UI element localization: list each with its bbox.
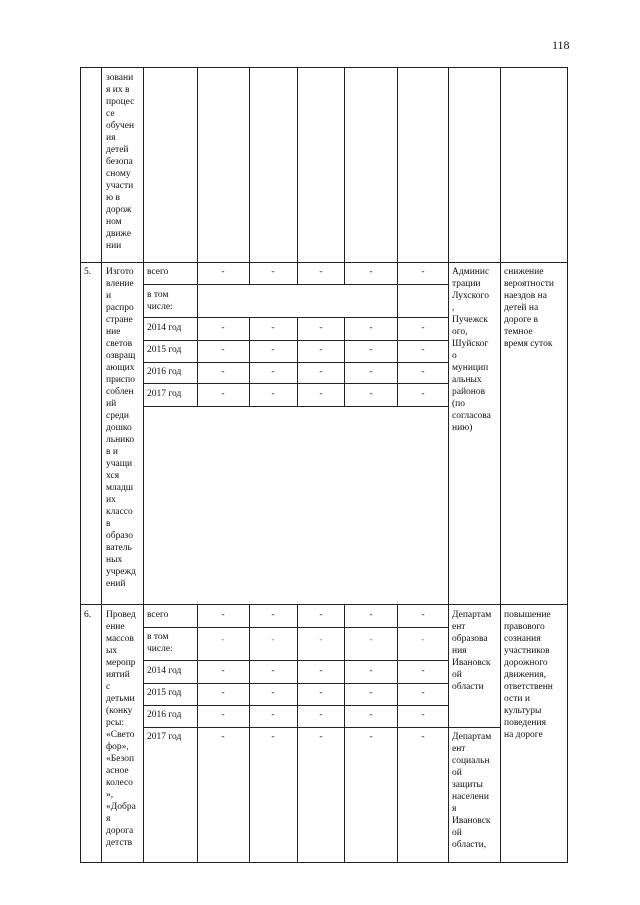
col-line	[101, 67, 102, 862]
row6-result: повышение правового сознания участников дорожного движения, ответственн ости и культуры поведения на дороге	[504, 610, 553, 740]
row6-value-2015: -	[271, 688, 275, 698]
row6-value-2015: -	[221, 688, 225, 698]
row5-year-2016: 2016 год	[147, 367, 182, 377]
row5-value-total: -	[221, 267, 225, 277]
row6-year-2015: 2015 год	[147, 688, 182, 698]
row5-result: снижение вероятности наездов на детей на дороге в темное время суток	[504, 267, 555, 349]
row6-value-including: -	[271, 635, 275, 645]
col-line	[249, 604, 250, 862]
row5-value-2015: -	[369, 345, 373, 355]
row5-value-2014: -	[421, 323, 425, 333]
row6-executor-1: Департам ент образова ния Ивановск ой области	[452, 610, 492, 692]
row6-value-total: -	[271, 610, 275, 620]
row5-value-2016: -	[421, 367, 425, 377]
row6-value-2017: -	[319, 732, 323, 742]
row6-value-2014: -	[369, 666, 373, 676]
row6-value-2016: -	[421, 710, 425, 720]
row0-name-cell: зовани я их в процес се обучен ия детей безопа сному участи ю в дорож ном движе нии	[106, 73, 135, 251]
row6-value-2014: -	[421, 666, 425, 676]
row5-value-2015: -	[221, 345, 225, 355]
row5-name-cell: Изгото вление и распро стране ние светов озвращ ающих приспо соблен ий среди дошко льнико в и учащи хся младш их классо в образо ватель ных учрежд ений	[106, 267, 136, 589]
row5-year-2015: 2015 год	[147, 345, 182, 355]
row5-value-2015: -	[271, 345, 275, 355]
col-line	[397, 262, 398, 406]
row6-year-2017: 2017 год	[147, 732, 182, 742]
subrow-line	[143, 660, 448, 661]
row6-value-2015: -	[319, 688, 323, 698]
table-border-top	[80, 67, 568, 68]
col-line	[397, 604, 398, 862]
row5-value-2015: -	[319, 345, 323, 355]
table-border-bottom	[80, 862, 568, 863]
col-line	[344, 317, 345, 406]
row6-value-total: -	[369, 610, 373, 620]
subrow-line	[143, 362, 448, 363]
row5-value-2017: -	[319, 389, 323, 399]
row6-year-2014: 2014 год	[147, 666, 182, 676]
row6-value-2017: -	[271, 732, 275, 742]
row5-value-2016: -	[221, 367, 225, 377]
row5-value-2017: -	[221, 389, 225, 399]
row6-value-2014: -	[221, 666, 225, 676]
row6-value-2015: -	[421, 688, 425, 698]
subrow-line	[143, 406, 448, 407]
subrow-line	[143, 383, 448, 384]
col-line	[197, 262, 198, 406]
row-separator	[80, 262, 568, 263]
col-line	[197, 67, 198, 262]
row5-value-2017: -	[421, 389, 425, 399]
row6-year-total: всего	[147, 610, 169, 620]
col-line	[344, 67, 345, 262]
col-line	[249, 262, 250, 284]
col-line	[197, 604, 198, 862]
row6-value-2016: -	[271, 710, 275, 720]
row6-year-including: в том числе:	[147, 632, 173, 654]
page-number: 118	[552, 38, 570, 52]
row5-year-including: в том числе:	[147, 290, 173, 312]
row6-year-2016: 2016 год	[147, 710, 182, 720]
col-line	[500, 67, 501, 862]
row6-value-including: -	[221, 635, 225, 645]
row5-value-2014: -	[319, 323, 323, 333]
row6-value-2016: -	[369, 710, 373, 720]
col-line	[567, 67, 568, 862]
subrow-line	[143, 683, 448, 684]
row-separator	[80, 604, 568, 605]
row6-value-2015: -	[369, 688, 373, 698]
row5-number: 5.	[84, 267, 92, 277]
row6-value-2016: -	[221, 710, 225, 720]
col-line	[143, 67, 144, 862]
col-line	[344, 604, 345, 862]
row5-year-total: всего	[147, 267, 169, 277]
row6-value-including: -	[421, 635, 425, 645]
row5-value-total: -	[271, 267, 275, 277]
row6-value-2017: -	[421, 732, 425, 742]
col-line	[80, 67, 81, 862]
col-line	[344, 262, 345, 284]
col-line	[448, 67, 449, 862]
subrow-line	[143, 727, 448, 728]
row6-executor-2: Департам ент социальн ой защиты населени я Ивановск ой области,	[452, 732, 492, 850]
row5-value-2017: -	[369, 389, 373, 399]
col-line	[297, 262, 298, 284]
col-line	[397, 67, 398, 262]
row5-value-2014: -	[369, 323, 373, 333]
row5-value-2014: -	[221, 323, 225, 333]
row6-value-including: -	[319, 635, 323, 645]
subrow-line	[143, 340, 448, 341]
row5-year-2017: 2017 год	[147, 389, 182, 399]
row6-name-cell: Провед ение массов ых меропр иятий с детьми (конку рсы: «Свето фор», «Безоп асное колесо », «Добра я дорога детств	[106, 610, 136, 848]
row5-value-2015: -	[421, 345, 425, 355]
row6-value-total: -	[421, 610, 425, 620]
row5-value-total: -	[369, 267, 373, 277]
row6-number: 6.	[84, 610, 92, 620]
row5-value-2014: -	[271, 323, 275, 333]
row5-value-total: -	[421, 267, 425, 277]
subrow-line	[143, 705, 448, 706]
row6-value-including: -	[369, 635, 373, 645]
subrow-line	[143, 284, 448, 285]
row5-value-2017: -	[271, 389, 275, 399]
subrow-line	[143, 627, 448, 628]
row5-executor: Админис трации Лухского , Пучежск ого, Шуйског о муницип альных районов (по согласова нию)	[452, 267, 491, 433]
subrow-line	[143, 317, 448, 318]
col-line	[297, 604, 298, 862]
subrow-line	[448, 727, 500, 728]
col-line	[249, 67, 250, 262]
row5-value-2016: -	[271, 367, 275, 377]
col-line	[249, 317, 250, 406]
row6-value-total: -	[319, 610, 323, 620]
row6-value-2014: -	[319, 666, 323, 676]
row6-value-2017: -	[369, 732, 373, 742]
row6-value-2016: -	[319, 710, 323, 720]
row5-value-2016: -	[369, 367, 373, 377]
col-line	[297, 317, 298, 406]
row5-value-total: -	[319, 267, 323, 277]
row5-year-2014: 2014 год	[147, 323, 182, 333]
row6-value-total: -	[221, 610, 225, 620]
row6-value-2017: -	[221, 732, 225, 742]
row6-value-2014: -	[271, 666, 275, 676]
row5-value-2016: -	[319, 367, 323, 377]
col-line	[297, 67, 298, 262]
